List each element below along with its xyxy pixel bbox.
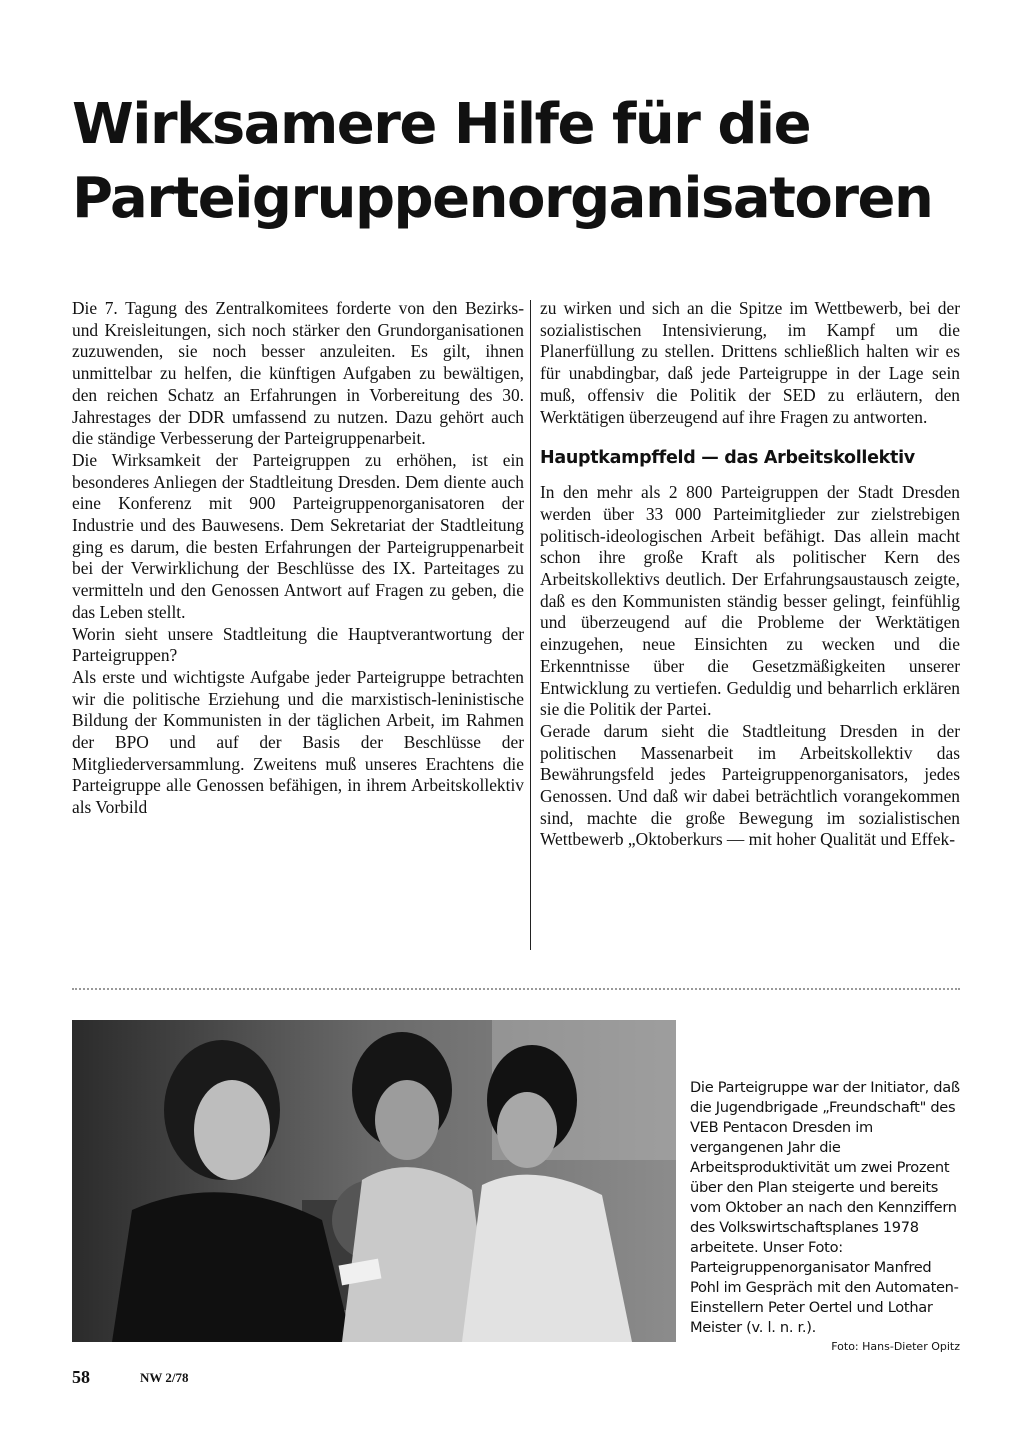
photo-illustration: [72, 1020, 676, 1342]
photo-credit: Foto: Hans-Dieter Opitz: [831, 1340, 960, 1353]
headline-line-2: Parteigruppenorganisatoren: [72, 166, 933, 231]
paragraph: Gerade darum sieht die Stadtleitung Dresden in der politischen Massenarbeit im Arbeitskollektiv das Bewährungsfeld jedes Parteigruppenorganisators, jedes Genossen. Und daß wir dabei beträchtlich vorangekommen sind, machte die große Bewegung im sozialistischen Wettbewerb „Oktoberkurs — mit hoher Qualität und Effek-: [540, 720, 960, 850]
article-headline: [72, 88, 992, 236]
photo-caption: Die Parteigruppe war der Initiator, daß die Jugendbrigade „Freundschaft" des VEB Pentacon Dresden im vergangenen Jahr die Arbeitsproduktivität um zwei Prozent über den Plan steigerte und bereits vom Oktober an nach den Kennziffern des Volkswirtschaftsplanes 1978 arbeitete. Unser Foto: Parteigruppenorganisator Manfred Pohl im Gespräch mit den Automaten-Einstellern Peter Oertel und Lothar Meister (v. l. n. r.).: [690, 1079, 960, 1336]
paragraph: zu wirken und sich an die Spitze im Wettbewerb, bei der sozialistischen Intensivierung, im Kampf um die Planerfüllung zu stellen. Drittens schließlich halten wir es für unabdingbar, daß jede Parteigruppe in der Lage sein muß, offensiv die Politik der SED zu erläutern, den Werktätigen überzeugend auf ihre Fragen zu antworten.: [540, 298, 960, 427]
section-subheading: Hauptkampffeld — das Arbeitskollektiv: [540, 448, 915, 469]
left-column: [72, 298, 524, 819]
paragraph: Die Wirksamkeit der Parteigruppen zu erhöhen, ist ein besonderes Anliegen der Stadtleitung Dresden. Dem diente auch eine Konferenz mit 900 Parteigruppenorganisatoren der Industrie und des Bauwesens. Dem Sekretariat der Stadtleitung ging es darum, die besten Erfahrungen der Parteigruppenarbeit bei der Verwirklichung der Beschlüsse des IX. Parteitages zu vermitteln und den Genossen Antwort auf Fragen zu geben, die das Leben stellt.: [72, 449, 524, 622]
paragraph: Die 7. Tagung des Zentralkomitees forderte von den Bezirks- und Kreisleitungen, sich noch stärker den Grundorganisationen zuzuwenden, sie noch besser anzuleiten. Es gilt, ihnen unmittelbar zu helfen, die künftigen Aufgaben zu bewältigen, den reichen Schatz an Erfahrungen in Vorbereitung des 30. Jahrestages der DDR umfassend zu nutzen. Dazu gehört auch die ständige Verbesserung der Parteigruppenarbeit.: [72, 298, 524, 449]
issue-label: NW 2/78: [140, 1370, 189, 1385]
column-divider: [530, 300, 531, 950]
article-photo: [72, 1020, 676, 1342]
right-column: [540, 298, 960, 851]
page-number: 58: [72, 1367, 90, 1387]
paragraph: Als erste und wichtigste Aufgabe jeder Parteigruppe betrachten wir die politische Erziehung und die marxistisch-leninistische Bildung der Kommunisten in der täglichen Arbeit, im Rahmen der BPO und auf der Basis der Beschlüsse der Mitgliederversammlung. Zweitens muß unseres Erachtens die Parteigruppe alle Genossen befähigen, in ihrem Arbeitskollektiv als Vorbild: [72, 666, 524, 818]
paragraph: Worin sieht unsere Stadtleitung die Hauptverantwortung der Parteigruppen?: [72, 623, 524, 666]
section-divider: [72, 988, 960, 990]
paragraph: In den mehr als 2 800 Parteigruppen der Stadt Dresden werden über 33 000 Parteimitglieder zur zielstrebigen politisch-ideologischen Arbeit befähigt. Das allein macht schon ihre große Kraft als politischer Kern des Arbeitskollektivs deutlich. Der Erfahrungsaustausch zeigte, daß es den Kommunisten ständig besser gelingt, feinfühlig und überzeugend auf die Probleme der Werktätigen einzugehen, neue Einsichten zu wecken und die Erkenntnisse über die Gesetzmäßigkeiten unserer Entwicklung zu vertiefen. Geduldig und beharrlich erklären sie die Politik der Partei.: [540, 482, 960, 720]
headline-line-1: Wirksamere Hilfe für die: [72, 92, 811, 157]
